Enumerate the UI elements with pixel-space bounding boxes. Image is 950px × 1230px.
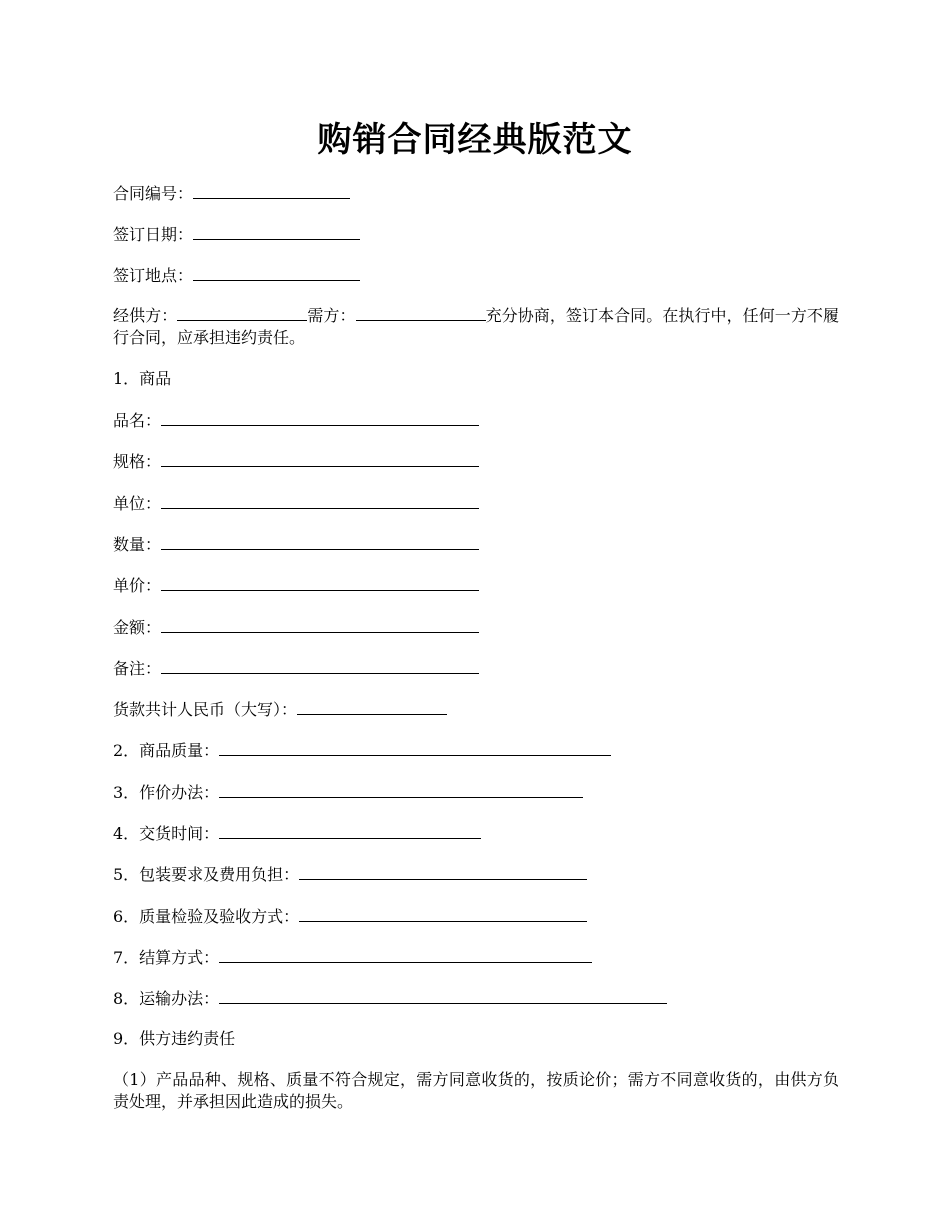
goods-amount-blank — [161, 617, 479, 633]
contract-number-line — [113, 183, 350, 204]
section-3-label: 3．作价办法： — [113, 783, 220, 802]
section-3-blank — [219, 782, 583, 798]
goods-unit-price-line — [113, 575, 479, 596]
section-8-line — [113, 988, 667, 1009]
supplier-blank — [177, 305, 307, 321]
goods-unit-blank — [161, 493, 479, 509]
goods-quantity-line — [113, 534, 479, 555]
section-4-label: 4．交货时间： — [113, 824, 220, 843]
total-amount-line — [113, 699, 447, 720]
section-5-line — [113, 864, 587, 885]
contract-number-label: 合同编号： — [113, 184, 194, 203]
document-title: 购销合同经典版范文 — [317, 120, 633, 160]
goods-quantity-label: 数量： — [113, 535, 162, 554]
goods-spec-blank — [161, 451, 479, 467]
goods-quantity-blank — [161, 534, 479, 550]
goods-remark-line — [113, 658, 479, 679]
buyer-blank — [356, 305, 486, 321]
section-8-label: 8．运输办法： — [113, 989, 220, 1008]
section-9-heading: 9．供方违约责任 — [113, 1029, 236, 1048]
section-4-line — [113, 823, 481, 844]
section-2-blank — [219, 740, 611, 756]
section-2-label: 2．商品质量： — [113, 741, 220, 760]
goods-unit-price-blank — [161, 575, 479, 591]
section-6-line — [113, 906, 587, 927]
section-4-blank — [219, 823, 481, 839]
sign-date-label: 签订日期： — [113, 225, 194, 244]
goods-spec-line — [113, 451, 479, 472]
section-7-label: 7．结算方式： — [113, 948, 220, 967]
goods-remark-blank — [161, 658, 479, 674]
goods-name-line — [113, 410, 479, 431]
goods-spec-label: 规格： — [113, 452, 162, 471]
goods-unit-label: 单位： — [113, 494, 162, 513]
section-8-blank — [219, 988, 667, 1004]
sign-place-label: 签订地点： — [113, 266, 194, 285]
section-5-label: 5．包装要求及费用负担： — [113, 865, 300, 884]
sign-date-line — [113, 224, 360, 245]
goods-unit-price-label: 单价： — [113, 576, 162, 595]
goods-name-blank — [161, 410, 479, 426]
section-7-line — [113, 947, 592, 968]
sign-date-blank — [193, 224, 360, 240]
section-6-label: 6．质量检验及验收方式： — [113, 907, 300, 926]
section-2-line — [113, 740, 611, 761]
sign-place-line — [113, 265, 360, 286]
section-7-blank — [219, 947, 592, 963]
goods-unit-line — [113, 493, 479, 514]
intro-paragraph — [113, 305, 839, 349]
clause-1-paragraph: （1）产品品种、规格、质量不符合规定，需方同意收货的，按质论价；需方不同意收货的，由供方负责处理，并承担因此造成的损失。 — [113, 1070, 839, 1111]
section-1-heading: 1．商品 — [113, 369, 172, 388]
goods-remark-label: 备注： — [113, 659, 162, 678]
intro-text: 充分协商，签订本合同。在执行中，任何一方不履行合同，应承担违约责任。 — [113, 306, 839, 347]
goods-amount-label: 金额： — [113, 618, 162, 637]
supplier-label: 经供方： — [113, 306, 178, 325]
sign-place-blank — [193, 265, 360, 281]
total-amount-label: 货款共计人民币（大写）： — [113, 700, 298, 719]
section-3-line — [113, 782, 583, 803]
section-5-blank — [299, 864, 587, 880]
buyer-label: 需方： — [307, 306, 356, 325]
contract-number-blank — [193, 183, 350, 199]
goods-amount-line — [113, 617, 479, 638]
goods-name-label: 品名： — [113, 411, 162, 430]
total-amount-blank — [297, 699, 447, 715]
section-6-blank — [299, 906, 587, 922]
